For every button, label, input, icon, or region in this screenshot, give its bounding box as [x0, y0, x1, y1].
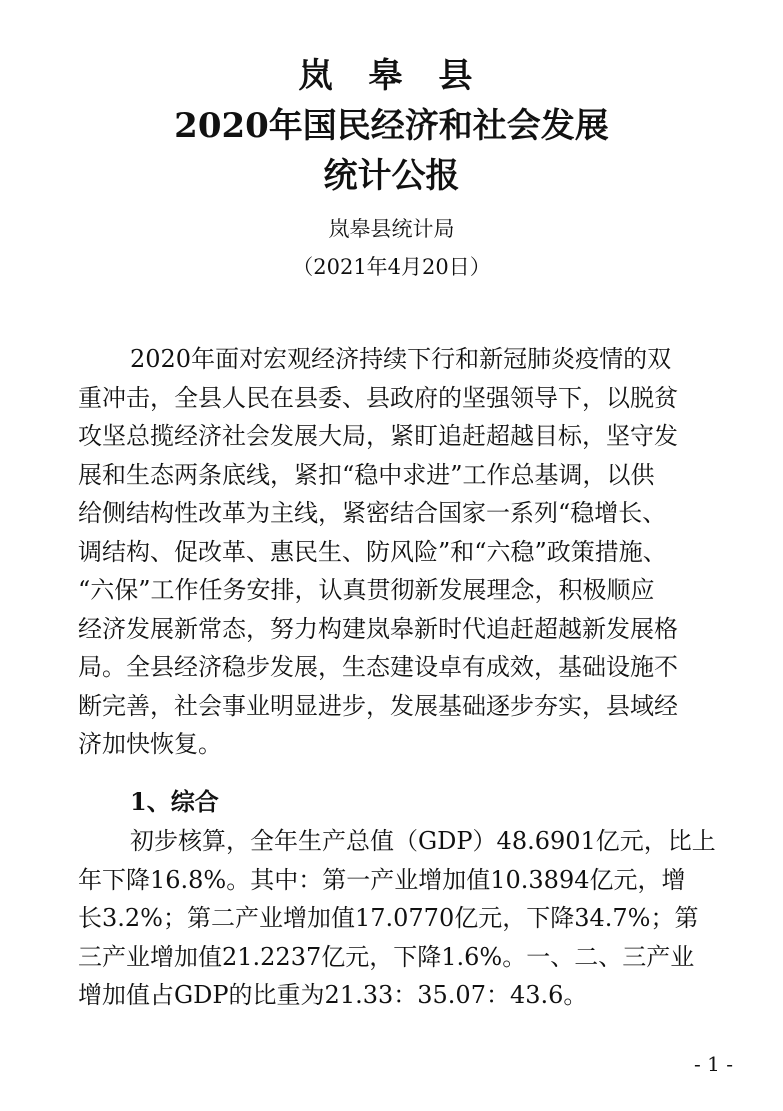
paragraph-line: 初步核算，全年生产总值（GDP）48.6901亿元，比上 [130, 827, 716, 855]
section-heading-overview: 1、综合 [130, 787, 219, 816]
paragraph-line: 2020年面对宏观经济持续下行和新冠肺炎疫情的双 [130, 345, 672, 373]
paragraph-line: 三产业增加值21.2237亿元，下降1.6%。一、二、三产业 [78, 942, 695, 971]
paragraph-line: 重冲击，全县人民在县委、县政府的坚强领导下，以脱贫 [78, 383, 678, 412]
paragraph-line: 增加值占GDP的比重为21.33：35.07：43.6。 [78, 981, 588, 1009]
paragraph-line: 给侧结构性改革为主线，紧密结合国家一系列“稳增长、 [78, 499, 667, 527]
issuer: 岚皋县统计局 [328, 217, 455, 241]
title-report-year: 2020年国民经济和社会发展 [174, 106, 609, 146]
paragraph-line: 攻坚总揽经济社会发展大局，紧盯追赶超越目标，坚守发 [78, 422, 678, 450]
paragraph-line: 经济发展新常态，努力构建岚皋新时代追赶超越新发展格 [78, 614, 678, 643]
paragraph-line: 断完善，社会事业明显进步，发展基础逐步夯实，县域经 [78, 691, 678, 720]
title-report-type: 统计公报 [323, 156, 460, 196]
overview-paragraph [78, 822, 738, 1015]
paragraph-line: 济加快恢复。 [78, 730, 222, 758]
title-county: 岚 皋 县 [298, 56, 485, 96]
paragraph-line: 年下降16.8%。其中：第一产业增加值10.3894亿元，增 [78, 865, 686, 894]
paragraph-line: 调结构、促改革、惠民生、防风险”和“六稳”政策措施、 [78, 537, 667, 566]
paragraph-line: 展和生态两条底线，紧扣“稳中求进”工作总基调，以供 [78, 460, 655, 489]
paragraph-line: 长3.2%；第二产业增加值17.0770亿元，下降34.7%；第 [78, 904, 699, 932]
publish-date: （2021年4月20日） [292, 255, 491, 279]
intro-paragraph [78, 340, 738, 764]
paragraph-line: 局。全县经济稳步发展，生态建设卓有成效，基础设施不 [78, 653, 678, 681]
page-number: - 1 - [694, 1052, 733, 1076]
paragraph-line: “六保”工作任务安排，认真贯彻新发展理念，积极顺应 [78, 576, 655, 604]
